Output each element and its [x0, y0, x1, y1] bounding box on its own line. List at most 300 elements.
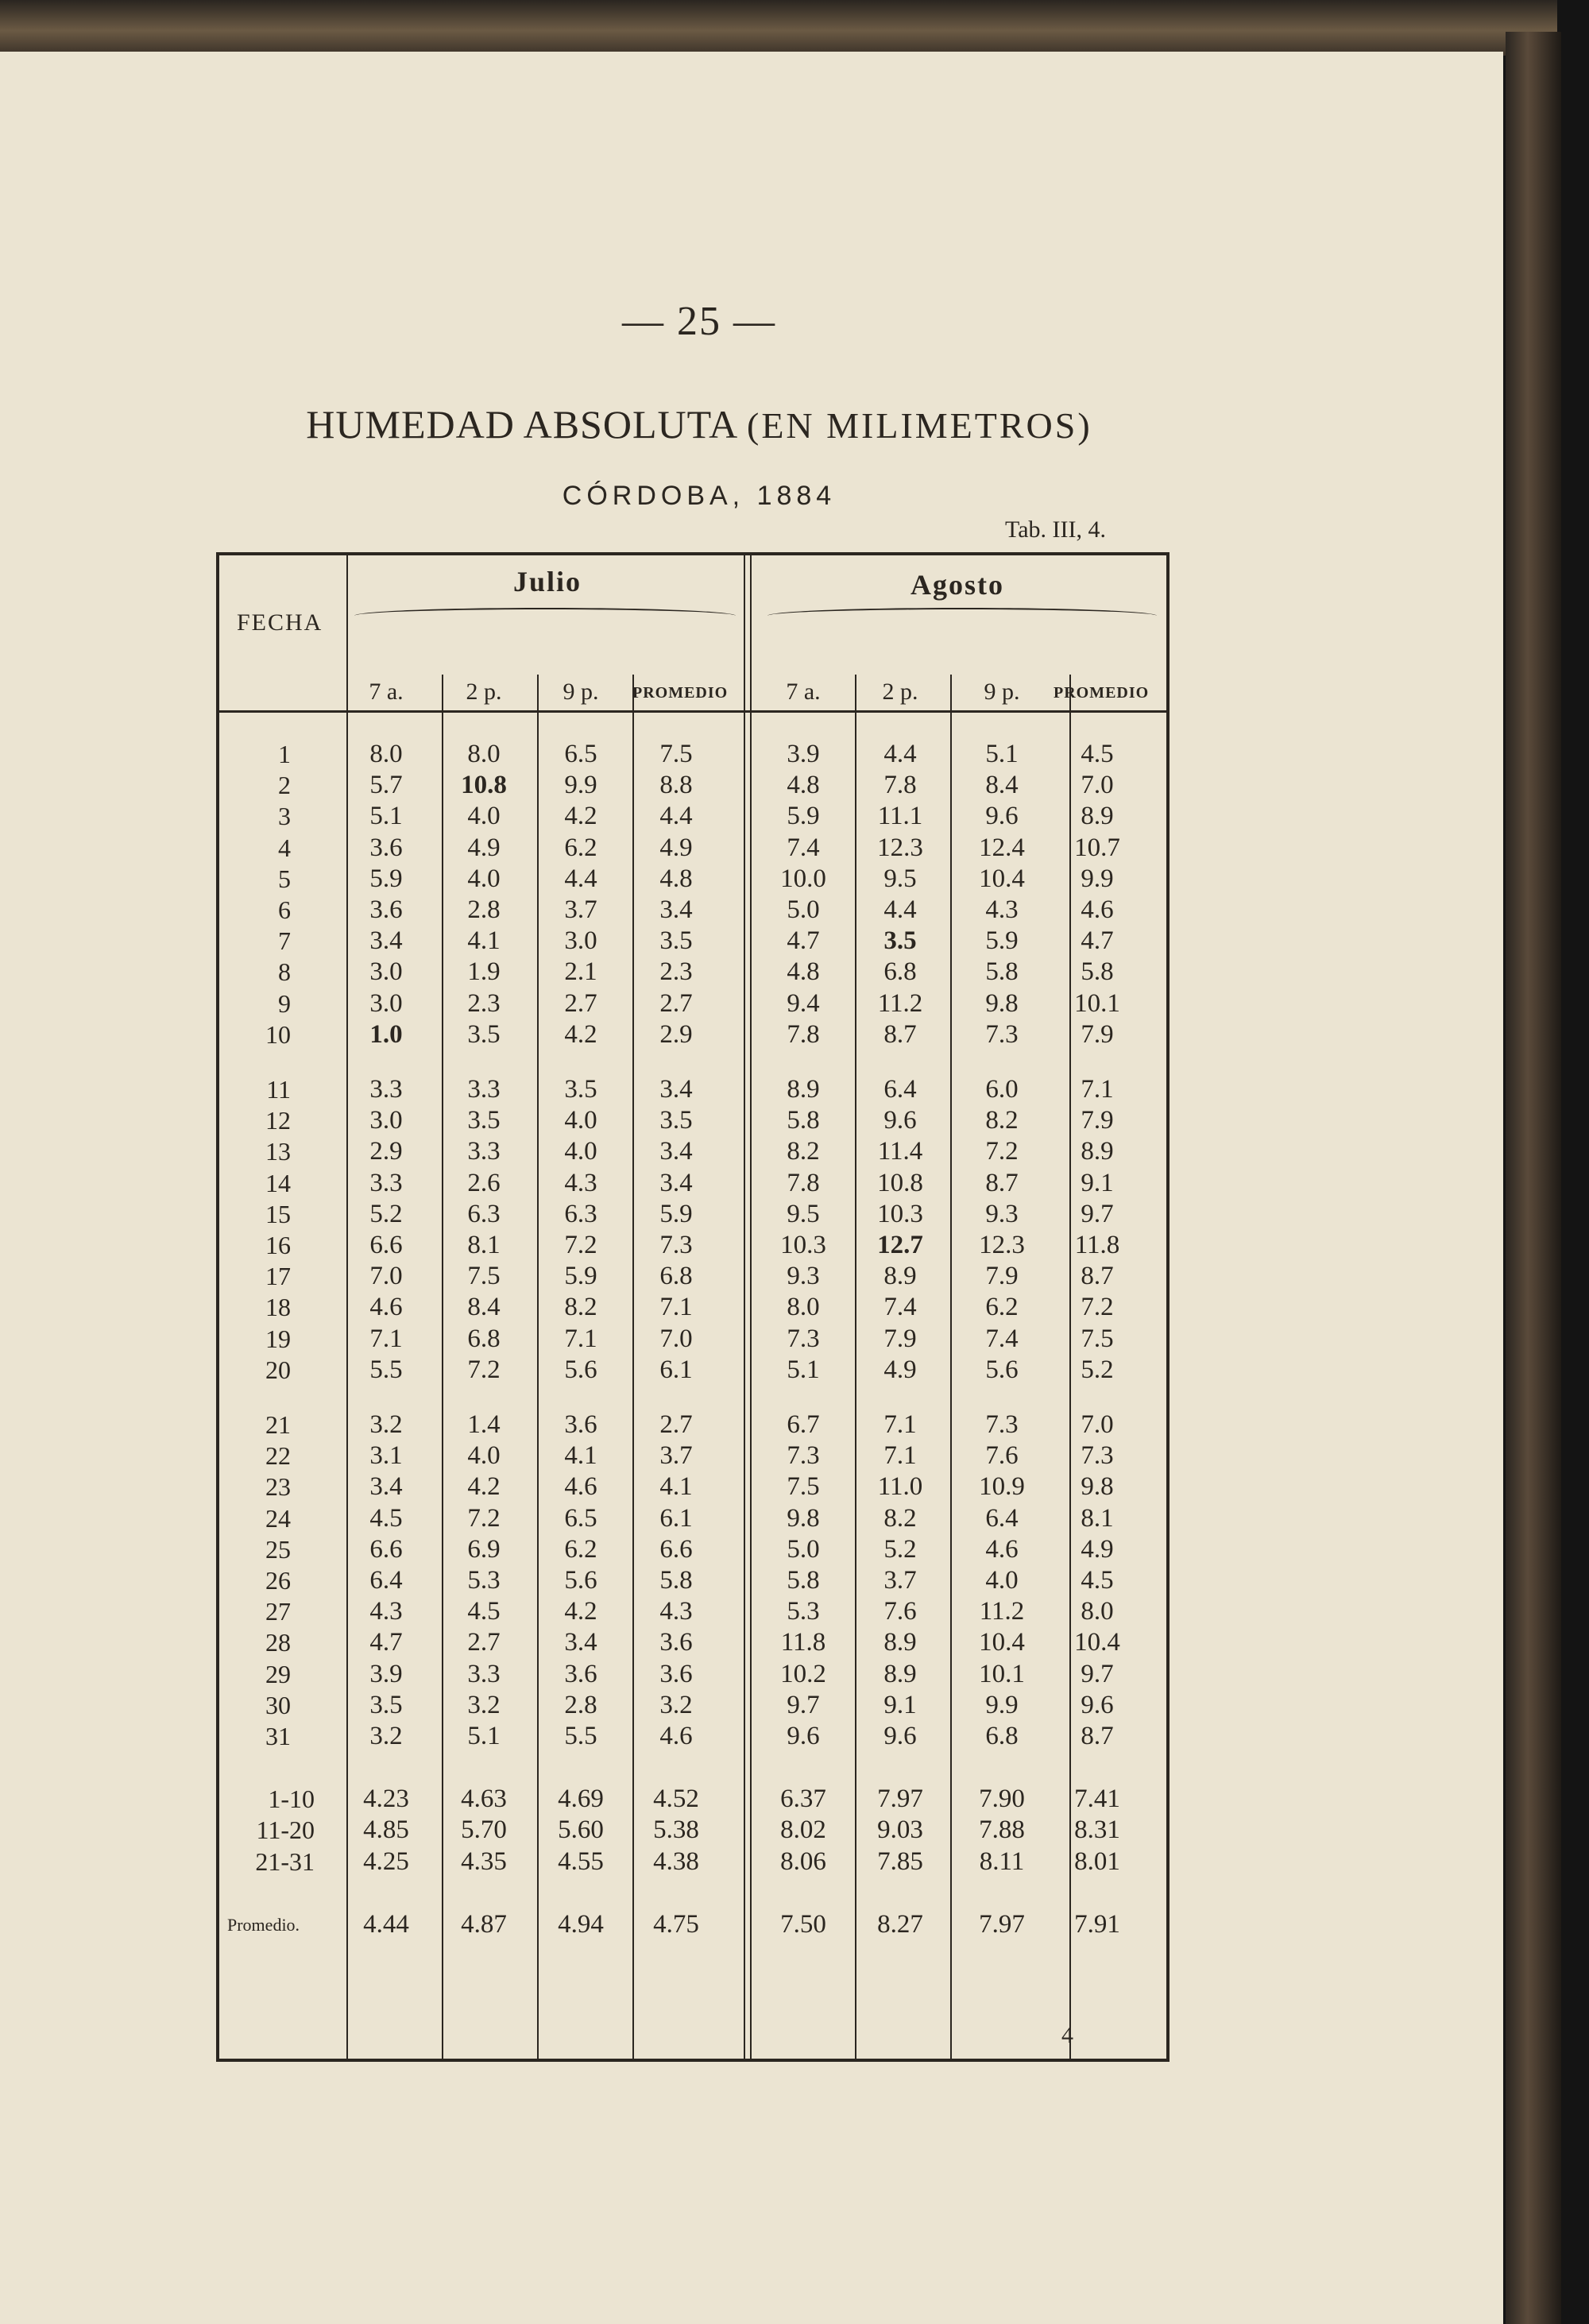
data-cell: 2.3: [659, 957, 693, 987]
day-number: 31: [265, 1722, 291, 1750]
data-cell: 4.5: [369, 1503, 403, 1533]
data-cell: 5.6: [985, 1355, 1019, 1384]
data-cell: 9.4: [787, 988, 820, 1018]
decade-mean-cell: 8.01: [1074, 1846, 1120, 1876]
data-cell: 9.1: [883, 1690, 917, 1719]
decade-mean-cell: 4.38: [653, 1846, 699, 1876]
data-cell: 5.5: [564, 1722, 597, 1750]
data-cell: 3.0: [369, 1106, 403, 1135]
data-cell: 3.4: [659, 1075, 693, 1104]
data-cell: 10.4: [979, 864, 1025, 893]
title-units: (EN MILIMETROS): [747, 405, 1092, 446]
data-cell: 2.9: [659, 1019, 693, 1049]
data-cell: 9.6: [1081, 1690, 1114, 1719]
page-title: [0, 401, 1398, 447]
decade-mean-cell: 5.70: [461, 1816, 507, 1845]
data-cell: 7.0: [369, 1262, 403, 1291]
decade-mean-cell: 7.97: [877, 1785, 923, 1814]
monthly-mean-cell: 7.50: [780, 1909, 826, 1939]
data-cell: 7.0: [659, 1324, 693, 1353]
data-cell: 6.8: [883, 957, 917, 987]
data-cell: 3.3: [467, 1137, 501, 1166]
data-cell: 4.3: [564, 1168, 597, 1197]
data-cell: 3.4: [369, 1472, 403, 1502]
data-cell: 4.9: [467, 833, 501, 862]
column-header: 2 p.: [882, 679, 918, 705]
data-cell: 5.1: [787, 1355, 820, 1384]
monthly-mean-cell: 4.87: [461, 1909, 507, 1939]
data-cell: 4.7: [1081, 926, 1114, 956]
data-cell: 4.5: [1081, 740, 1114, 768]
data-cell: 4.9: [659, 833, 693, 862]
data-cell: 3.6: [369, 833, 403, 862]
data-cell: 5.8: [1081, 957, 1114, 987]
data-cell: 8.9: [883, 1659, 917, 1688]
day-number: 7: [278, 926, 291, 956]
data-cell: 3.3: [369, 1075, 403, 1104]
day-number: 6: [278, 895, 291, 924]
day-number: 16: [265, 1231, 291, 1259]
monthly-mean-cell: 8.27: [877, 1909, 923, 1939]
day-number: 30: [265, 1690, 291, 1719]
column-header: 7 a.: [369, 679, 404, 705]
decade-mean-cell: 4.69: [558, 1785, 604, 1814]
data-cell: 4.4: [659, 802, 693, 831]
day-number: 20: [265, 1355, 291, 1384]
data-cell: 8.0: [467, 740, 501, 768]
data-cell: 6.3: [467, 1199, 501, 1228]
data-cell: 5.0: [787, 895, 820, 924]
monthly-mean-label: Promedio.: [227, 1914, 300, 1935]
data-cell: 9.6: [883, 1722, 917, 1750]
page-number: — 25 —: [622, 299, 776, 344]
data-cell: 5.8: [985, 957, 1019, 987]
data-cell: 4.2: [564, 1597, 597, 1626]
data-cell: 6.1: [659, 1503, 693, 1533]
location-year: CÓRDOBA, 1884: [562, 481, 837, 511]
data-cell: 6.5: [564, 740, 597, 768]
data-cell: 3.4: [659, 1168, 693, 1197]
data-cell: 4.0: [467, 864, 501, 893]
decade-mean-cell: 4.25: [363, 1846, 409, 1876]
data-cell: 3.0: [369, 957, 403, 987]
data-cell: 7.4: [985, 1324, 1019, 1353]
data-cell: 11.2: [979, 1597, 1025, 1626]
data-cell: 7.2: [564, 1231, 597, 1259]
data-cell: 4.9: [1081, 1534, 1114, 1564]
data-cell: 7.9: [1081, 1106, 1114, 1135]
data-cell: 3.7: [564, 895, 597, 924]
day-number: 10: [265, 1019, 291, 1049]
signature-number: 4: [1061, 2022, 1073, 2048]
day-number: 4: [278, 833, 291, 862]
data-cell: 6.3: [564, 1199, 597, 1228]
data-cell: 7.8: [883, 771, 917, 800]
data-cell: 10.3: [877, 1199, 923, 1228]
data-cell: 3.9: [369, 1659, 403, 1688]
data-cell: 7.6: [883, 1597, 917, 1626]
data-cell: 7.8: [787, 1168, 820, 1197]
data-cell: 7.3: [1081, 1441, 1114, 1471]
data-cell: 3.2: [467, 1690, 501, 1719]
data-cell: 8.1: [1081, 1503, 1114, 1533]
data-cell: 4.3: [659, 1597, 693, 1626]
day-number: 21: [265, 1410, 291, 1439]
decade-mean-cell: 7.85: [877, 1846, 923, 1876]
decade-mean-cell: 6.37: [780, 1785, 826, 1814]
day-number: 15: [265, 1199, 291, 1228]
data-cell: 5.9: [787, 802, 820, 831]
data-cell: 4.0: [985, 1566, 1019, 1595]
data-cell: 2.7: [564, 988, 597, 1018]
data-cell: 3.5: [659, 1106, 693, 1135]
data-cell: 2.9: [369, 1137, 403, 1166]
data-cell: 4.1: [659, 1472, 693, 1502]
data-cell: 3.3: [467, 1075, 501, 1104]
data-cell: 5.5: [369, 1355, 403, 1384]
decade-mean-cell: 4.23: [363, 1785, 409, 1814]
header-rule: [219, 710, 1166, 713]
data-cell: 7.0: [1081, 771, 1114, 800]
data-cell: 5.2: [883, 1534, 917, 1564]
data-cell: 2.8: [467, 895, 501, 924]
decade-mean-cell: 4.35: [461, 1846, 507, 1876]
book-binding-spine: [1506, 32, 1561, 2324]
column-header: PROMEDIO: [1054, 684, 1150, 702]
data-cell: 6.6: [369, 1534, 403, 1564]
data-cell: 9.5: [787, 1199, 820, 1228]
data-cell: 8.9: [1081, 1137, 1114, 1166]
day-number: 17: [265, 1262, 291, 1291]
data-cell: 3.0: [564, 926, 597, 956]
day-number: 3: [278, 802, 291, 831]
data-cell: 12.4: [979, 833, 1025, 862]
data-cell: 4.0: [467, 1441, 501, 1471]
data-cell: 1.4: [467, 1410, 501, 1439]
data-cell: 3.5: [467, 1106, 501, 1135]
data-cell: 3.9: [787, 740, 820, 768]
data-cell: 8.2: [985, 1106, 1019, 1135]
data-cell: 3.7: [659, 1441, 693, 1471]
data-cell: 9.6: [985, 802, 1019, 831]
data-cell: 6.2: [564, 1534, 597, 1564]
data-cell: 7.5: [1081, 1324, 1114, 1353]
data-cell: 2.8: [564, 1690, 597, 1719]
monthly-mean-cell: 4.75: [653, 1909, 699, 1939]
data-cell: 3.5: [369, 1690, 403, 1719]
day-number: 13: [265, 1137, 291, 1166]
decade-mean-cell: 8.06: [780, 1846, 826, 1876]
data-cell: 8.7: [985, 1168, 1019, 1197]
data-cell: 4.1: [564, 1441, 597, 1471]
data-cell: 5.9: [659, 1199, 693, 1228]
data-cell: 8.1: [467, 1231, 501, 1259]
data-cell: 11.8: [780, 1628, 826, 1657]
day-number: 26: [265, 1566, 291, 1595]
data-cell: 4.0: [564, 1106, 597, 1135]
decade-mean-cell: 4.52: [653, 1785, 699, 1814]
decade-mean-cell: 5.60: [558, 1816, 604, 1845]
data-cell: 7.0: [1081, 1410, 1114, 1439]
data-cell: 4.6: [369, 1293, 403, 1322]
table-reference: Tab. III, 4.: [1005, 516, 1107, 543]
data-cell: 3.6: [659, 1659, 693, 1688]
data-cell: 4.0: [564, 1137, 597, 1166]
data-cell: 10.0: [780, 864, 826, 893]
data-cell: 8.7: [1081, 1262, 1114, 1291]
decade-label: 1-10: [268, 1785, 315, 1814]
column-divider: [950, 675, 952, 2059]
data-cell: 7.3: [985, 1410, 1019, 1439]
data-cell: 2.1: [564, 957, 597, 987]
data-cell: 7.2: [1081, 1293, 1114, 1322]
data-cell: 9.9: [985, 1690, 1019, 1719]
data-cell: 2.7: [467, 1628, 501, 1657]
document-page: [0, 52, 1503, 2324]
julio-brace: [354, 608, 736, 616]
data-cell: 4.7: [369, 1628, 403, 1657]
data-cell: 8.4: [985, 771, 1019, 800]
data-cell: 10.4: [1074, 1628, 1120, 1657]
data-cell: 7.1: [1081, 1075, 1114, 1104]
day-number: 5: [278, 864, 291, 893]
data-cell: 3.6: [369, 895, 403, 924]
agosto-brace: [767, 608, 1157, 616]
data-cell: 10.1: [979, 1659, 1025, 1688]
data-cell: 8.2: [787, 1137, 820, 1166]
data-cell: 4.6: [1081, 895, 1114, 924]
day-number: 23: [265, 1472, 291, 1502]
data-cell: 5.8: [787, 1106, 820, 1135]
decade-mean-cell: 7.90: [979, 1785, 1025, 1814]
data-cell: 9.3: [787, 1262, 820, 1291]
data-cell: 4.2: [564, 1019, 597, 1049]
data-cell: 8.9: [787, 1075, 820, 1104]
decade-mean-cell: 4.85: [363, 1816, 409, 1845]
data-cell: 5.9: [985, 926, 1019, 956]
data-cell: 9.6: [787, 1722, 820, 1750]
monthly-mean-cell: 7.91: [1074, 1909, 1120, 1939]
decade-mean-cell: 8.02: [780, 1816, 826, 1845]
data-cell: 4.4: [564, 864, 597, 893]
data-cell: 6.1: [659, 1355, 693, 1384]
data-cell: 9.5: [883, 864, 917, 893]
data-cell: 11.0: [877, 1472, 923, 1502]
data-cell: 7.3: [787, 1441, 820, 1471]
data-cell: 5.1: [369, 802, 403, 831]
data-cell: 3.1: [369, 1441, 403, 1471]
data-cell: 10.4: [979, 1628, 1025, 1657]
data-cell: 5.6: [564, 1566, 597, 1595]
day-number: 28: [265, 1628, 291, 1657]
data-cell: 6.8: [985, 1722, 1019, 1750]
column-header: 9 p.: [984, 679, 1020, 705]
data-cell: 4.6: [659, 1722, 693, 1750]
column-header: PROMEDIO: [632, 684, 729, 702]
day-number: 14: [265, 1168, 291, 1197]
data-cell: 5.9: [564, 1262, 597, 1291]
data-cell: 10.8: [461, 771, 507, 800]
data-cell: 3.2: [369, 1722, 403, 1750]
day-number: 2: [278, 771, 291, 800]
humidity-table: [216, 552, 1170, 2062]
data-cell: 2.3: [467, 988, 501, 1018]
data-cell: 3.6: [564, 1410, 597, 1439]
data-cell: 11.2: [877, 988, 923, 1018]
decade-label: 11-20: [256, 1816, 315, 1845]
data-cell: 10.9: [979, 1472, 1025, 1502]
data-cell: 6.4: [369, 1566, 403, 1595]
column-header: 7 a.: [786, 679, 821, 705]
data-cell: 8.9: [1081, 802, 1114, 831]
data-cell: 12.7: [877, 1231, 923, 1259]
data-cell: 6.8: [467, 1324, 501, 1353]
data-cell: 7.2: [467, 1355, 501, 1384]
data-cell: 5.7: [369, 771, 403, 800]
data-cell: 3.3: [369, 1168, 403, 1197]
data-cell: 5.9: [369, 864, 403, 893]
data-cell: 7.6: [985, 1441, 1019, 1471]
data-cell: 3.4: [564, 1628, 597, 1657]
decade-label: 21-31: [255, 1846, 315, 1876]
data-cell: 5.1: [985, 740, 1019, 768]
data-cell: 4.4: [883, 740, 917, 768]
data-cell: 4.4: [883, 895, 917, 924]
data-cell: 10.8: [877, 1168, 923, 1197]
data-cell: 6.2: [564, 833, 597, 862]
data-cell: 3.7: [883, 1566, 917, 1595]
data-cell: 11.1: [877, 802, 923, 831]
data-cell: 7.5: [787, 1472, 820, 1502]
data-cell: 7.1: [883, 1441, 917, 1471]
data-cell: 9.9: [564, 771, 597, 800]
data-cell: 5.3: [787, 1597, 820, 1626]
day-number: 1: [278, 740, 291, 768]
data-cell: 4.0: [467, 802, 501, 831]
data-cell: 3.4: [659, 895, 693, 924]
data-cell: 3.6: [564, 1659, 597, 1688]
data-cell: 8.8: [659, 771, 693, 800]
data-cell: 6.7: [787, 1410, 820, 1439]
day-number: 9: [278, 988, 291, 1018]
data-cell: 4.5: [467, 1597, 501, 1626]
data-cell: 11.4: [877, 1137, 923, 1166]
data-cell: 8.7: [883, 1019, 917, 1049]
data-cell: 5.6: [564, 1355, 597, 1384]
data-cell: 4.6: [985, 1534, 1019, 1564]
data-cell: 4.2: [564, 802, 597, 831]
data-cell: 2.7: [659, 1410, 693, 1439]
data-cell: 6.9: [467, 1534, 501, 1564]
data-cell: 4.3: [369, 1597, 403, 1626]
data-cell: 11.8: [1074, 1231, 1120, 1259]
data-cell: 10.2: [780, 1659, 826, 1688]
data-cell: 7.4: [883, 1293, 917, 1322]
day-number: 24: [265, 1503, 291, 1533]
header-month-agosto: Agosto: [910, 569, 1004, 601]
data-cell: 10.7: [1074, 833, 1120, 862]
data-cell: 10.3: [780, 1231, 826, 1259]
data-cell: 9.8: [1081, 1472, 1114, 1502]
data-cell: 5.0: [787, 1534, 820, 1564]
data-cell: 3.5: [564, 1075, 597, 1104]
monthly-mean-cell: 4.44: [363, 1909, 409, 1939]
data-cell: 9.3: [985, 1199, 1019, 1228]
data-cell: 6.4: [985, 1503, 1019, 1533]
month-divider: [744, 555, 752, 2059]
data-cell: 8.9: [883, 1262, 917, 1291]
data-cell: 6.8: [659, 1262, 693, 1291]
data-cell: 7.3: [985, 1019, 1019, 1049]
data-cell: 7.2: [467, 1503, 501, 1533]
data-cell: 4.8: [787, 771, 820, 800]
data-cell: 3.4: [659, 1137, 693, 1166]
data-cell: 4.1: [467, 926, 501, 956]
day-number: 19: [265, 1324, 291, 1353]
data-cell: 4.6: [564, 1472, 597, 1502]
data-cell: 9.8: [985, 988, 1019, 1018]
column-header: 2 p.: [466, 679, 502, 705]
data-cell: 9.9: [1081, 864, 1114, 893]
decade-mean-cell: 7.88: [979, 1816, 1025, 1845]
data-cell: 9.7: [787, 1690, 820, 1719]
data-cell: 7.9: [985, 1262, 1019, 1291]
decade-mean-cell: 8.11: [979, 1846, 1025, 1876]
data-cell: 6.6: [659, 1534, 693, 1564]
data-cell: 4.2: [467, 1472, 501, 1502]
data-cell: 7.1: [883, 1410, 917, 1439]
data-cell: 3.5: [467, 1019, 501, 1049]
data-cell: 7.5: [659, 740, 693, 768]
data-cell: 5.8: [787, 1566, 820, 1595]
data-cell: 7.2: [985, 1137, 1019, 1166]
data-cell: 10.1: [1074, 988, 1120, 1018]
data-cell: 6.6: [369, 1231, 403, 1259]
data-cell: 7.3: [659, 1231, 693, 1259]
data-cell: 7.1: [369, 1324, 403, 1353]
day-number: 29: [265, 1659, 291, 1688]
decade-mean-cell: 7.41: [1074, 1785, 1120, 1814]
header-fecha: FECHA: [237, 609, 323, 636]
data-cell: 9.6: [883, 1106, 917, 1135]
data-cell: 6.5: [564, 1503, 597, 1533]
data-cell: 9.1: [1081, 1168, 1114, 1197]
data-cell: 2.7: [659, 988, 693, 1018]
data-cell: 9.7: [1081, 1199, 1114, 1228]
data-cell: 1.9: [467, 957, 501, 987]
data-cell: 4.8: [787, 957, 820, 987]
day-number: 11: [266, 1075, 291, 1104]
day-number: 25: [265, 1534, 291, 1564]
data-cell: 7.1: [564, 1324, 597, 1353]
day-number: 18: [265, 1293, 291, 1322]
monthly-mean-cell: 4.94: [558, 1909, 604, 1939]
data-cell: 4.5: [1081, 1566, 1114, 1595]
data-cell: 6.0: [985, 1075, 1019, 1104]
data-cell: 3.2: [369, 1410, 403, 1439]
data-cell: 7.8: [787, 1019, 820, 1049]
decade-mean-cell: 8.31: [1074, 1816, 1120, 1845]
title-main: HUMEDAD ABSOLUTA: [306, 402, 737, 447]
data-cell: 6.4: [883, 1075, 917, 1104]
data-cell: 8.0: [787, 1293, 820, 1322]
data-cell: 2.6: [467, 1168, 501, 1197]
data-cell: 3.6: [659, 1628, 693, 1657]
day-number: 8: [278, 957, 291, 987]
data-cell: 7.9: [1081, 1019, 1114, 1049]
decade-mean-cell: 4.63: [461, 1785, 507, 1814]
decade-mean-cell: 4.55: [558, 1846, 604, 1876]
